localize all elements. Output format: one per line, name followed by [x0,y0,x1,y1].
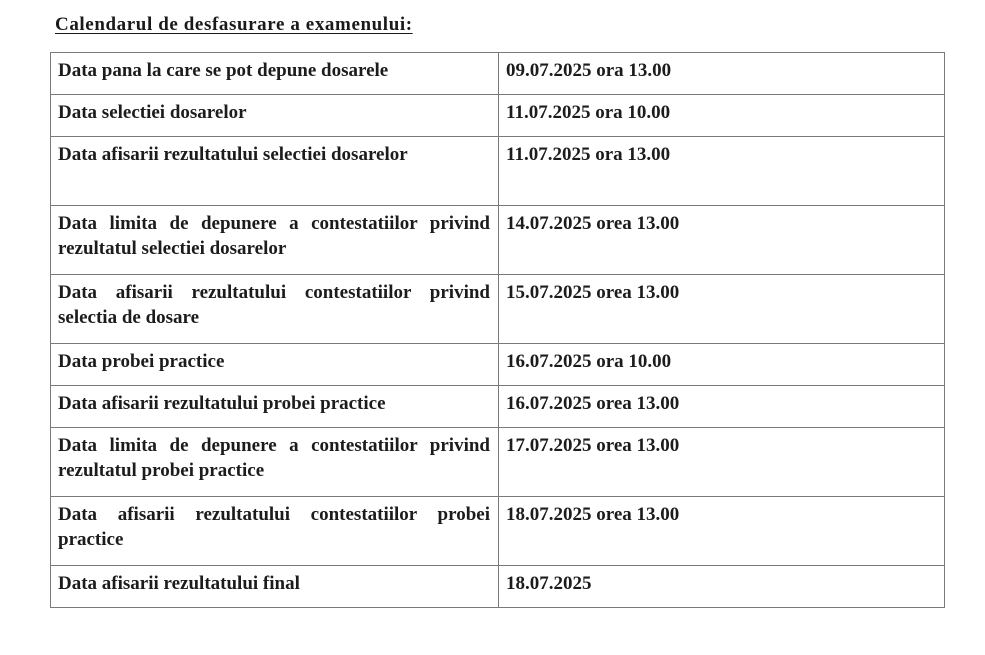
table-row [51,428,945,497]
table-row [51,53,945,95]
event-label: Data limita de depunere a contestatiilor privind rezultatul selectiei dosarelor [51,206,499,275]
event-date: 17.07.2025 orea 13.00 [499,428,945,497]
event-label: Data limita de depunere a contestatiilor privind rezultatul probei practice [51,428,499,497]
table-row [51,497,945,566]
event-date: 14.07.2025 orea 13.00 [499,206,945,275]
table-row [51,386,945,428]
event-label: Data afisarii rezultatului final [51,566,499,608]
event-date: 16.07.2025 orea 13.00 [499,386,945,428]
event-date: 11.07.2025 ora 10.00 [499,95,945,137]
table-row [51,275,945,344]
page-title: Calendarul de desfasurare a examenului: [55,14,413,35]
event-date: 16.07.2025 ora 10.00 [499,344,945,386]
event-date: 09.07.2025 ora 13.00 [499,53,945,95]
event-label: Data afisarii rezultatului contestatiilor probei practice [51,497,499,566]
event-label: Data afisarii rezultatului probei practice [51,386,499,428]
event-date: 18.07.2025 orea 13.00 [499,497,945,566]
event-date: 15.07.2025 orea 13.00 [499,275,945,344]
table-row [51,137,945,206]
table-row [51,95,945,137]
event-label: Data probei practice [51,344,499,386]
event-label: Data selectiei dosarelor [51,95,499,137]
table-row [51,344,945,386]
event-label: Data pana la care se pot depune dosarele [51,53,499,95]
table-row [51,206,945,275]
event-label: Data afisarii rezultatului selectiei dosarelor [51,137,499,206]
event-date: 11.07.2025 ora 13.00 [499,137,945,206]
table-row [51,566,945,608]
exam-schedule-table [50,52,945,608]
event-label: Data afisarii rezultatului contestatiilor privind selectia de dosare [51,275,499,344]
event-date: 18.07.2025 [499,566,945,608]
